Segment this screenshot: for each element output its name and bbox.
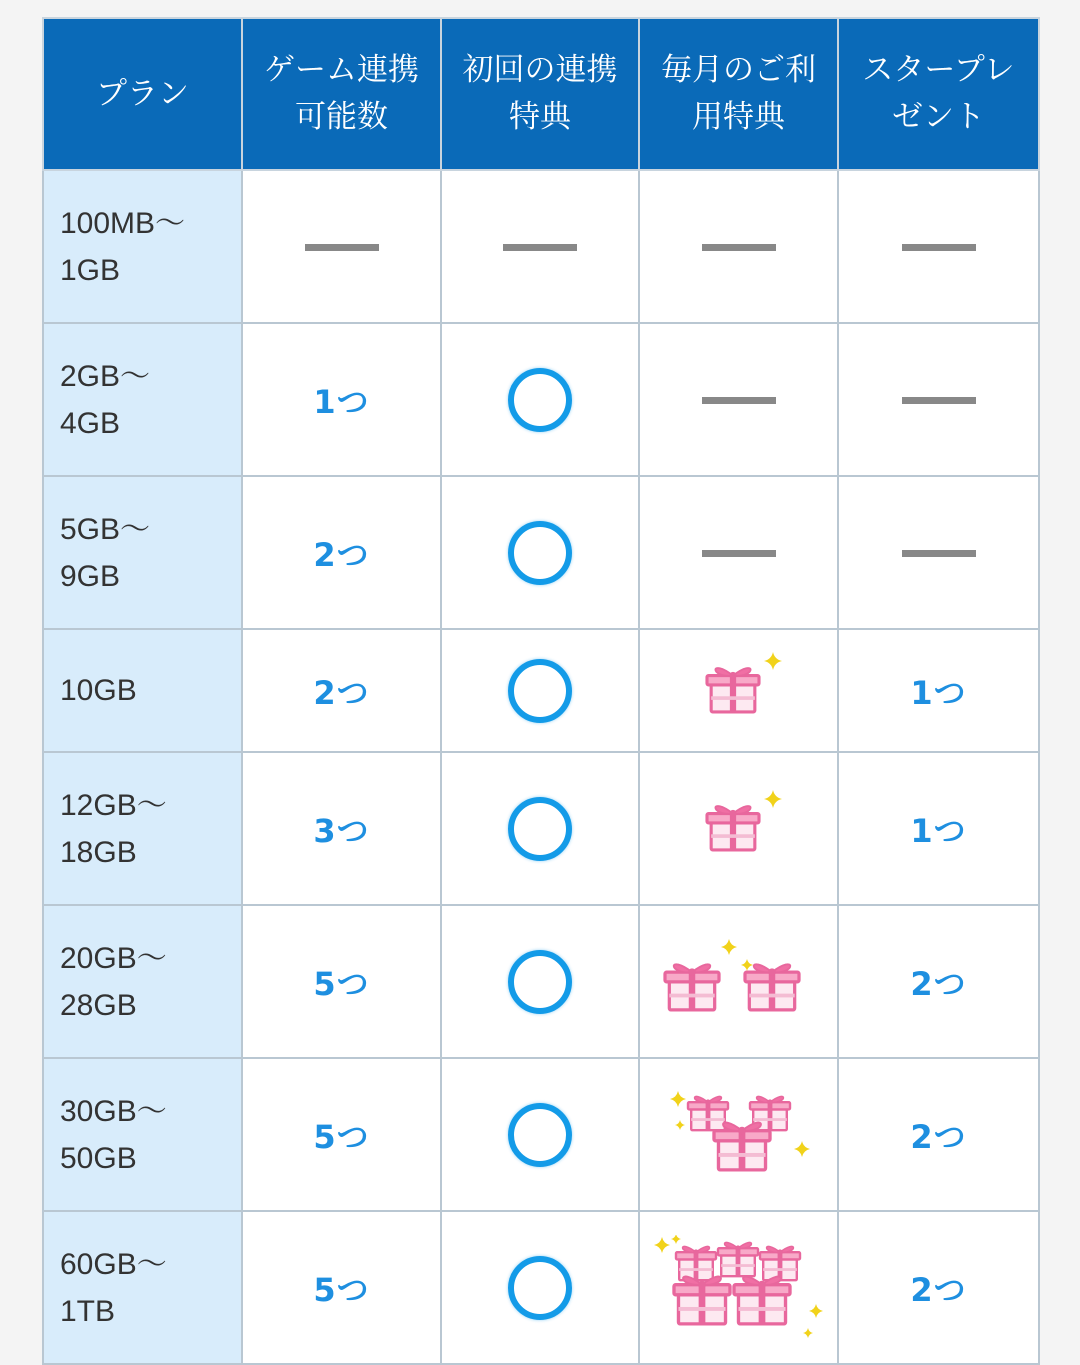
plan-label: 10GB: [60, 674, 137, 707]
header-monthly-bonus: 毎月のご利 用特典: [639, 18, 838, 170]
header-game-links: ゲーム連携 可能数: [242, 18, 441, 170]
monthly-bonus-cell: [639, 170, 838, 323]
game-links-cell: [242, 476, 441, 629]
plan-label: 60GB〜: [60, 1247, 167, 1281]
gift-icon-group: [654, 1235, 824, 1341]
plan-label: 50GB: [60, 1141, 137, 1175]
plan-cell: [43, 1058, 242, 1211]
gift-box-icon: [665, 964, 719, 1010]
circle-icon: [508, 797, 572, 861]
first-link-bonus-cell: [441, 1058, 639, 1211]
star-present-cell: [838, 476, 1039, 629]
star-present-count: 2つ: [910, 1270, 967, 1309]
star-present-count: 1つ: [910, 673, 967, 712]
gift-box-icon: [707, 806, 759, 850]
plan-label: 28GB: [60, 988, 137, 1022]
monthly-bonus-cell: [639, 476, 838, 629]
gift-box-icon: [745, 964, 799, 1010]
table-row: [43, 905, 1039, 1058]
gift-box-icon: [714, 1122, 770, 1169]
game-links-cell: [242, 629, 441, 752]
plan-cell: [43, 1211, 242, 1364]
sparkle-icon: [794, 1141, 810, 1157]
circle-icon: [508, 659, 572, 723]
dash-icon: [902, 550, 976, 557]
game-links-count: 2つ: [313, 673, 370, 712]
plan-cell: [43, 476, 242, 629]
game-links-count: 1つ: [313, 382, 370, 421]
game-links-count: 5つ: [313, 1117, 370, 1156]
star-present-count: 2つ: [910, 964, 967, 1003]
sparkle-icon: [670, 1091, 686, 1107]
plan-label: 1GB: [60, 253, 121, 287]
table-row: [43, 629, 1039, 752]
plan-label: 12GB〜: [60, 788, 167, 822]
game-links-cell: [242, 1058, 441, 1211]
table-header-row: [43, 18, 1039, 170]
plan-label: 9GB: [60, 559, 121, 593]
game-links-cell: [242, 752, 441, 905]
dash-icon: [902, 397, 976, 404]
game-links-count: 5つ: [313, 964, 370, 1003]
monthly-bonus-cell: [639, 1058, 838, 1211]
sparkle-icon: [654, 1237, 670, 1253]
first-link-bonus-cell: [441, 170, 639, 323]
game-links-count: 3つ: [313, 811, 370, 850]
circle-icon: [508, 1103, 572, 1167]
table-row: [43, 323, 1039, 476]
monthly-bonus-cell: [639, 1211, 838, 1364]
first-link-bonus-cell: [441, 629, 639, 752]
dash-icon: [702, 244, 776, 251]
first-link-bonus-cell: [441, 905, 639, 1058]
first-link-bonus-cell: [441, 752, 639, 905]
sparkle-icon: [741, 959, 753, 971]
gift-box-icon: [674, 1276, 730, 1323]
table-row: [43, 170, 1039, 323]
gift-box-icon: [688, 1096, 728, 1130]
header-first-link-bonus: 初回の連携 特典: [441, 18, 639, 170]
header-plan: プラン: [43, 18, 242, 170]
game-links-count: 5つ: [313, 1270, 370, 1309]
sparkle-icon: [764, 790, 782, 808]
dash-icon: [702, 397, 776, 404]
plan-label: 18GB: [60, 835, 137, 869]
game-links-cell: [242, 905, 441, 1058]
gift-box-icon: [718, 1242, 758, 1276]
star-present-cell: [838, 1058, 1039, 1211]
header-star-present: スタープレ ゼント: [838, 18, 1039, 170]
gift-box-icon: [760, 1246, 800, 1280]
circle-icon: [508, 368, 572, 432]
table-row: [43, 1058, 1039, 1211]
sparkle-icon: [809, 1304, 823, 1318]
game-links-cell: [242, 1211, 441, 1364]
circle-icon: [508, 1256, 572, 1320]
plan-label: 2GB〜: [60, 359, 151, 393]
sparkle-icon: [803, 1328, 813, 1338]
gift-icon-group: [659, 937, 819, 1027]
plan-label: 20GB〜: [60, 941, 167, 975]
gift-icon-group: [693, 647, 785, 735]
monthly-bonus-cell: [639, 629, 838, 752]
plan-label: 100MB〜: [60, 206, 186, 240]
plan-cell: [43, 170, 242, 323]
plan-label: 1TB: [60, 1294, 116, 1328]
game-links-cell: [242, 323, 441, 476]
dash-icon: [902, 244, 976, 251]
plan-cell: [43, 629, 242, 752]
first-link-bonus-cell: [441, 323, 639, 476]
star-present-cell: [838, 905, 1039, 1058]
first-link-bonus-cell: [441, 476, 639, 629]
gift-box-icon: [707, 668, 759, 712]
dash-icon: [702, 550, 776, 557]
star-present-count: 2つ: [910, 1117, 967, 1156]
monthly-bonus-cell: [639, 905, 838, 1058]
plan-benefits-table-container: [42, 17, 1038, 1365]
circle-icon: [508, 521, 572, 585]
sparkle-icon: [764, 652, 782, 670]
star-present-cell: [838, 629, 1039, 752]
table-row: [43, 1211, 1039, 1364]
table-row: [43, 476, 1039, 629]
gift-icon-group: [664, 1085, 814, 1185]
plan-cell: [43, 752, 242, 905]
star-present-cell: [838, 752, 1039, 905]
plan-cell: [43, 905, 242, 1058]
gift-box-icon: [734, 1276, 790, 1323]
plan-cell: [43, 323, 242, 476]
dash-icon: [503, 244, 577, 251]
table-row: [43, 752, 1039, 905]
star-present-count: 1つ: [910, 811, 967, 850]
plan-label: 5GB〜: [60, 512, 151, 546]
sparkle-icon: [675, 1120, 685, 1130]
plan-benefits-table: [42, 17, 1040, 1365]
star-present-cell: [838, 1211, 1039, 1364]
dash-icon: [305, 244, 379, 251]
game-links-cell: [242, 170, 441, 323]
monthly-bonus-cell: [639, 752, 838, 905]
plan-label: 4GB: [60, 406, 121, 440]
monthly-bonus-cell: [639, 323, 838, 476]
gift-icon-group: [693, 785, 785, 873]
plan-label: 30GB〜: [60, 1094, 167, 1128]
sparkle-icon: [671, 1235, 681, 1244]
star-present-cell: [838, 323, 1039, 476]
game-links-count: 2つ: [313, 535, 370, 574]
first-link-bonus-cell: [441, 1211, 639, 1364]
star-present-cell: [838, 170, 1039, 323]
circle-icon: [508, 950, 572, 1014]
sparkle-icon: [721, 939, 737, 955]
gift-box-icon: [676, 1246, 716, 1280]
